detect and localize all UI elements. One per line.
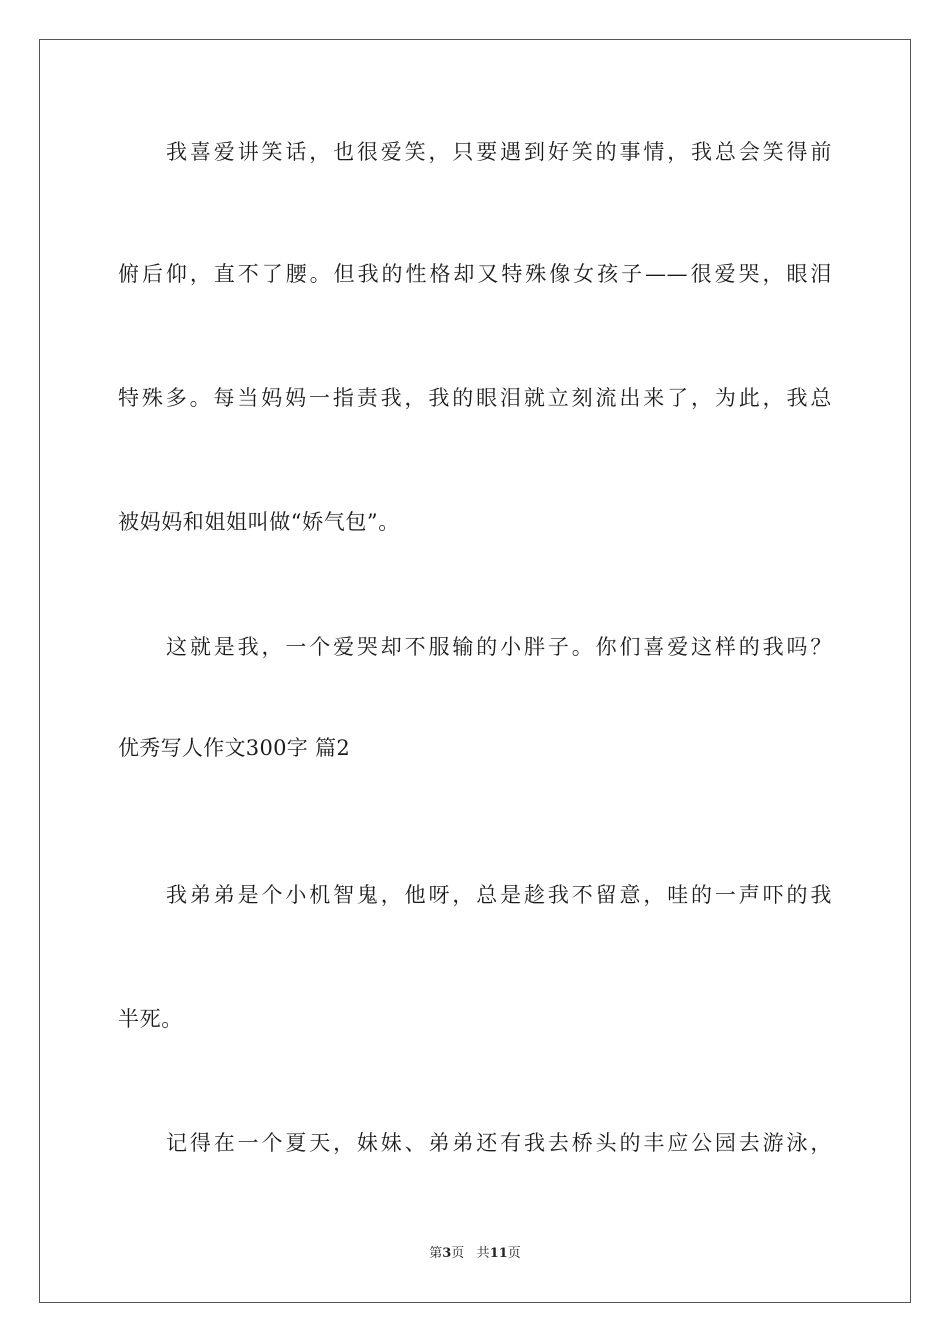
total-prefix: 共 [476, 1246, 490, 1261]
page-unit: 页 [451, 1246, 465, 1261]
page-footer [0, 1245, 950, 1263]
paragraph-line: 俯后仰，直不了腰。但我的性格却又特殊像女孩子——很爱哭，眼泪 [118, 262, 832, 286]
page-border [39, 39, 911, 1303]
section-heading: 优秀写人作文300字 篇2 [118, 736, 351, 760]
paragraph-line: 特殊多。每当妈妈一指责我，我的眼泪就立刻流出来了，为此，我总 [118, 386, 832, 410]
total-unit: 页 [507, 1246, 521, 1261]
paragraph-line: 被妈妈和姐姐叫做“娇气包”。 [118, 510, 400, 534]
paragraph-line: 我弟弟是个小机智鬼，他呀，总是趁我不留意，哇的一声吓的我 [166, 883, 832, 907]
page-prefix: 第 [429, 1246, 443, 1261]
paragraph-line: 半死。 [118, 1007, 183, 1031]
page-total: 11 [489, 1246, 508, 1261]
paragraph-line: 这就是我，一个爱哭却不服输的小胖子。你们喜爱这样的我吗？ [166, 635, 832, 659]
page-current: 3 [442, 1246, 452, 1261]
paragraph-line: 我喜爱讲笑话，也很爱笑，只要遇到好笑的事情，我总会笑得前 [166, 140, 832, 164]
paragraph-line: 记得在一个夏天，妹妹、弟弟还有我去桥头的丰应公园去游泳， [166, 1131, 832, 1155]
